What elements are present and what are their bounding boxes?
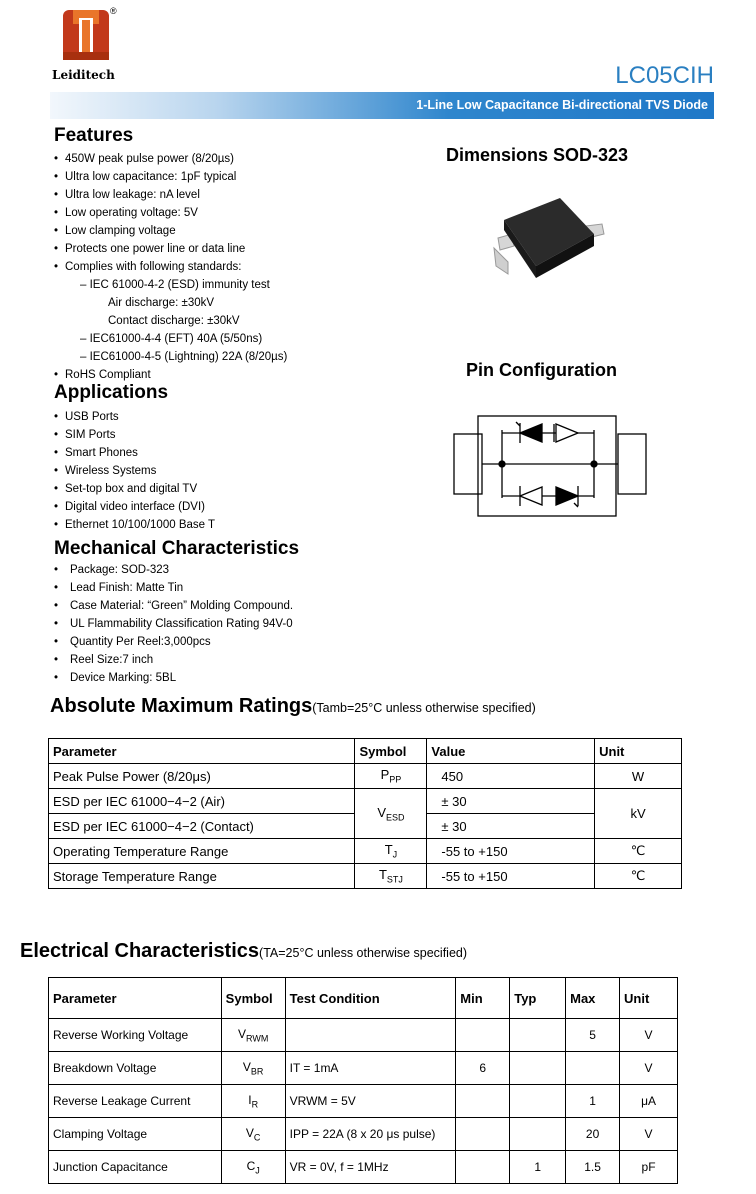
mechanical-list <box>54 561 293 687</box>
list-item: • Ultra low capacitance: 1pF typical <box>54 168 287 186</box>
symbol-cell: $V_{BR}$ <box>221 1052 285 1085</box>
table-header: Test Condition <box>285 978 456 1019</box>
list-item: • RoHS Compliant <box>54 366 287 384</box>
registered-mark: ® <box>110 6 117 16</box>
unit-cell: ℃ <box>595 839 682 864</box>
symbol-cell: $V_C$ <box>221 1118 285 1151</box>
applications-title: Applications <box>54 382 169 403</box>
list-item: – IEC61000-4-4 (EFT) 40A (5/50ns) <box>80 333 263 345</box>
dimensions-title: Dimensions SOD-323 <box>446 145 629 165</box>
list-item: • Package: SOD-323 <box>54 561 293 579</box>
list-item: • Low clamping voltage <box>54 222 287 240</box>
symbol-cell: $P_{PP}$ <box>355 764 427 789</box>
list-item: Air discharge: ±30kV <box>108 297 215 309</box>
list-item: • UL Flammability Classification Rating 94V-0 <box>54 615 293 633</box>
value-cell: -55 to +150 <box>427 864 595 889</box>
list-item: – IEC 61000-4-2 (ESD) immunity test <box>80 279 270 291</box>
table-header-row <box>49 739 682 764</box>
table-header: Parameter <box>49 739 355 764</box>
param-cell: Operating Temperature Range <box>49 839 355 864</box>
list-item: • Case Material: “Green” Molding Compound. <box>54 597 293 615</box>
unit-cell: μA <box>620 1085 678 1118</box>
symbol-cell: $I_R$ <box>221 1085 285 1118</box>
table-header: Max <box>566 978 620 1019</box>
value-cell: 450 <box>427 764 595 789</box>
list-item: • 450W peak pulse power (8/20µs) <box>54 150 287 168</box>
symbol-cell: $T_J$ <box>355 839 427 864</box>
subtitle: 1-Line Low Capacitance Bi-directional TVS Diode <box>416 98 708 112</box>
symbol-cell: $V_{RWM}$ <box>221 1019 285 1052</box>
min-cell <box>456 1085 510 1118</box>
list-item: • Ethernet 10/100/1000 Base T <box>54 516 215 534</box>
list-item: • Protects one power line or data line <box>54 240 287 258</box>
symbol-cell: $C_J$ <box>221 1151 285 1184</box>
condition-cell: VRWM = 5V <box>285 1085 456 1118</box>
condition-cell: VR = 0V, f = 1MHz <box>285 1151 456 1184</box>
typ-cell <box>510 1052 566 1085</box>
unit-cell: W <box>595 764 682 789</box>
list-item: • Lead Finish: Matte Tin <box>54 579 293 597</box>
list-item: • Reel Size:7 inch <box>54 651 293 669</box>
param-cell: Reverse Leakage Current <box>49 1085 222 1118</box>
mechanical-title: Mechanical Characteristics <box>54 538 300 559</box>
table-row <box>49 839 682 864</box>
value-cell: -55 to +150 <box>427 839 595 864</box>
param-cell: Peak Pulse Power (8/20μs) <box>49 764 355 789</box>
table-header: Min <box>456 978 510 1019</box>
table-row <box>49 1118 678 1151</box>
table-header: Symbol <box>221 978 285 1019</box>
features-title: Features <box>54 125 134 146</box>
list-item: • USB Ports <box>54 408 215 426</box>
table-header: Parameter <box>49 978 222 1019</box>
min-cell <box>456 1019 510 1052</box>
table-row <box>49 1151 678 1184</box>
features-list <box>54 150 287 384</box>
max-cell: 1 <box>566 1085 620 1118</box>
min-cell: 6 <box>456 1052 510 1085</box>
table-row <box>49 864 682 889</box>
table-row <box>49 789 682 814</box>
typ-cell <box>510 1019 566 1052</box>
unit-cell: pF <box>620 1151 678 1184</box>
list-item: • Quantity Per Reel:3,000pcs <box>54 633 293 651</box>
typ-cell <box>510 1085 566 1118</box>
ec-table <box>48 977 678 1184</box>
unit-cell: ℃ <box>595 864 682 889</box>
min-cell <box>456 1118 510 1151</box>
table-row <box>49 764 682 789</box>
pin-diagram <box>450 410 660 525</box>
part-number: LC05CIH <box>615 62 714 89</box>
unit-cell: V <box>620 1019 678 1052</box>
list-item: • Wireless Systems <box>54 462 215 480</box>
symbol-cell: $V_{ESD}$ <box>355 789 427 839</box>
list-item: • Ultra low leakage: nA level <box>54 186 287 204</box>
table-header: Value <box>427 739 595 764</box>
max-cell: 1.5 <box>566 1151 620 1184</box>
typ-cell: 1 <box>510 1151 566 1184</box>
table-header-row <box>49 978 678 1019</box>
unit-cell: V <box>620 1118 678 1151</box>
company-logo <box>55 4 115 66</box>
package-image <box>490 190 610 290</box>
list-item: – IEC61000-4-5 (Lightning) 22A (8/20µs) <box>80 351 288 363</box>
min-cell <box>456 1151 510 1184</box>
pin-config-title: Pin Configuration <box>466 360 617 380</box>
table-header: Unit <box>595 739 682 764</box>
table-row <box>49 1085 678 1118</box>
condition-cell: IT = 1mA <box>285 1052 456 1085</box>
table-header: Unit <box>620 978 678 1019</box>
param-cell: Reverse Working Voltage <box>49 1019 222 1052</box>
table-row <box>49 1052 678 1085</box>
value-cell: ± 30 <box>427 814 595 839</box>
table-row <box>49 1019 678 1052</box>
table-header: Symbol <box>355 739 427 764</box>
param-cell: Storage Temperature Range <box>49 864 355 889</box>
ec-title: Electrical Characteristics(TA=25°C unless otherwise specified) <box>20 940 468 962</box>
param-cell: Clamping Voltage <box>49 1118 222 1151</box>
param-cell: Junction Capacitance <box>49 1151 222 1184</box>
unit-cell: V <box>620 1052 678 1085</box>
logo-text: Leiditech <box>52 68 115 82</box>
param-cell: ESD per IEC 61000−4−2 (Contact) <box>49 814 355 839</box>
title-bar <box>50 92 714 119</box>
max-cell <box>566 1052 620 1085</box>
unit-cell: kV <box>595 789 682 839</box>
list-item: • Device Marking: 5BL <box>54 669 293 687</box>
list-item: • Complies with following standards: <box>54 258 287 276</box>
amr-table <box>48 738 682 889</box>
list-item: • Digital video interface (DVI) <box>54 498 215 516</box>
param-cell: ESD per IEC 61000−4−2 (Air) <box>49 789 355 814</box>
list-item: Contact discharge: ±30kV <box>108 315 240 327</box>
max-cell: 5 <box>566 1019 620 1052</box>
max-cell: 20 <box>566 1118 620 1151</box>
typ-cell <box>510 1118 566 1151</box>
value-cell: ± 30 <box>427 789 595 814</box>
list-item: • Low operating voltage: 5V <box>54 204 287 222</box>
amr-title: Absolute Maximum Ratings(Tamb=25°C unless otherwise specified) <box>50 695 536 717</box>
list-item: • Set-top box and digital TV <box>54 480 215 498</box>
condition-cell <box>285 1019 456 1052</box>
list-item: • Smart Phones <box>54 444 215 462</box>
table-header: Typ <box>510 978 566 1019</box>
condition-cell: IPP = 22A (8 x 20 μs pulse) <box>285 1118 456 1151</box>
param-cell: Breakdown Voltage <box>49 1052 222 1085</box>
applications-list <box>54 408 215 534</box>
symbol-cell: $T_{STJ}$ <box>355 864 427 889</box>
list-item: • SIM Ports <box>54 426 215 444</box>
